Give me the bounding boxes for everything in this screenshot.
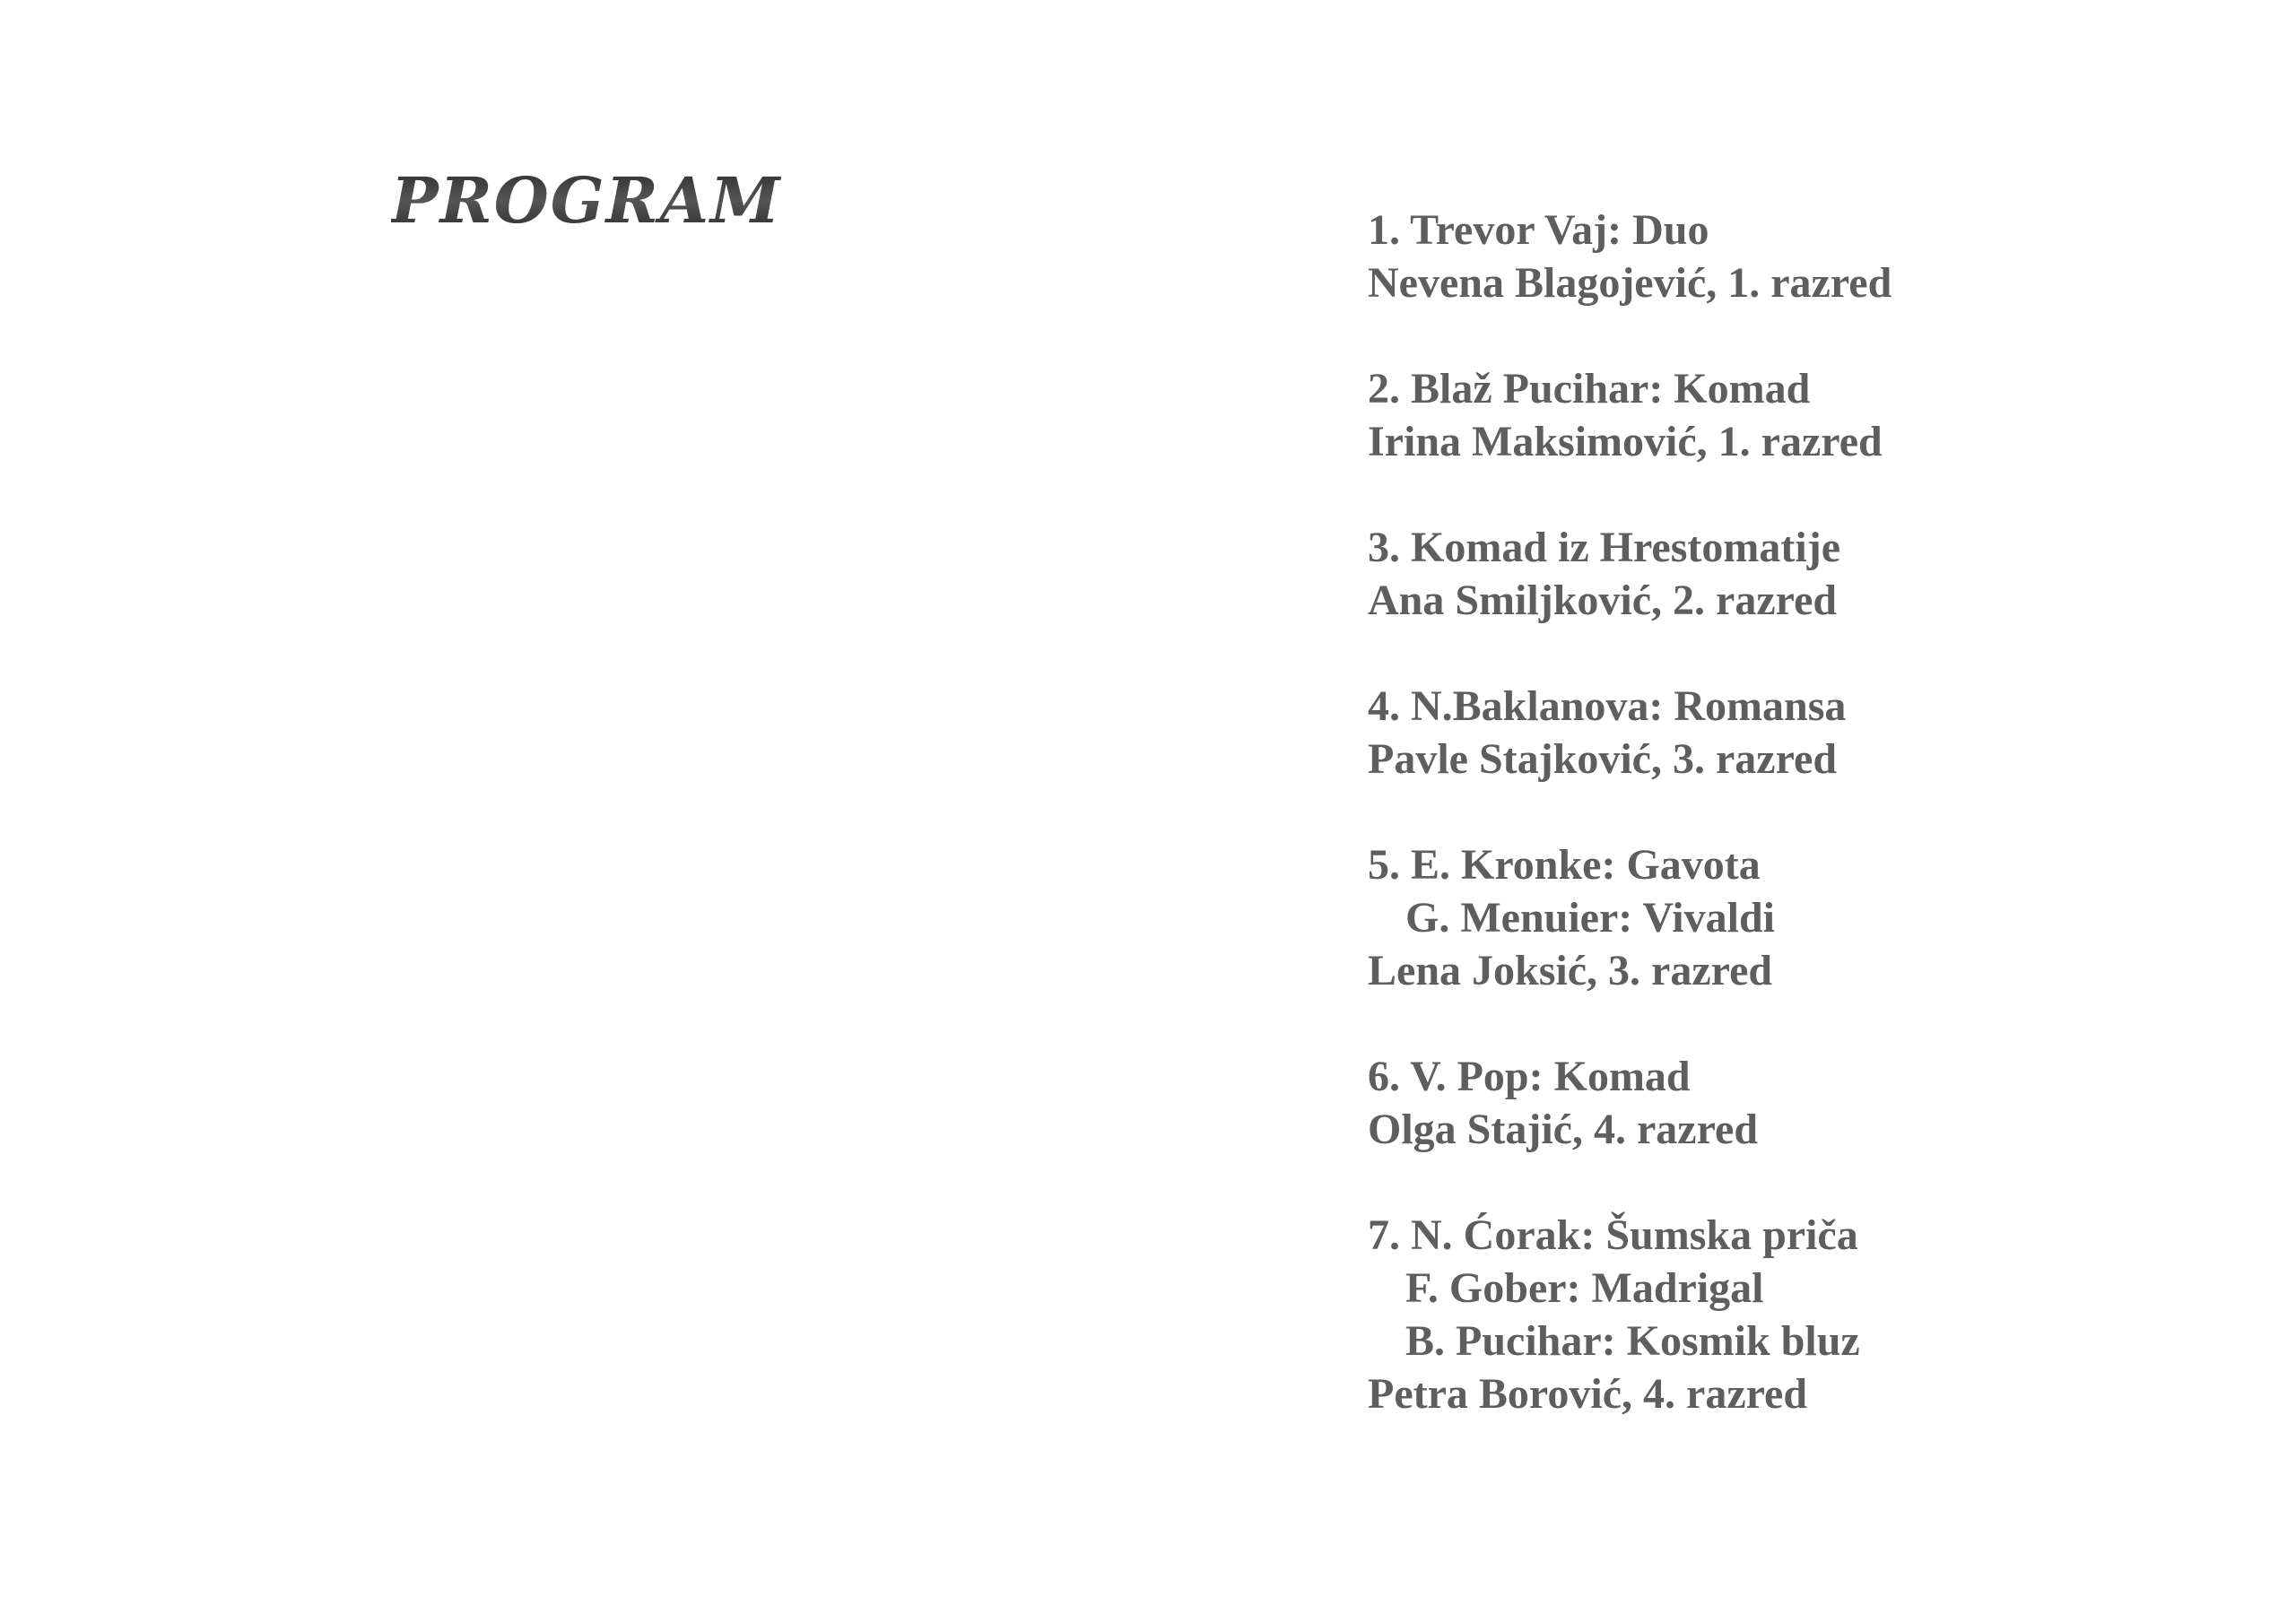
performer: Lena Joksić, 3. razred: [1368, 947, 1773, 994]
piece-title: 7. N. Ćorak: Šumska priča: [1368, 1211, 1858, 1259]
program-item: [1368, 362, 1892, 468]
performer: Petra Borović, 4. razred: [1368, 1370, 1808, 1418]
piece-title: 2. Blaž Pucihar: Komad: [1368, 365, 1811, 412]
performer: Nevena Blagojević, 1. razred: [1368, 259, 1892, 307]
program-item: [1368, 204, 1892, 309]
piece-title-extra: F. Gober: Madrigal: [1405, 1264, 1764, 1312]
performer: Ana Smiljković, 2. razred: [1368, 577, 1838, 624]
performer: Irina Maksimović, 1. razred: [1368, 418, 1883, 465]
piece-title: 6. V. Pop: Komad: [1368, 1053, 1691, 1100]
program-item: [1368, 1050, 1892, 1156]
piece-title: 1. Trevor Vaj: Duo: [1368, 206, 1709, 254]
program-item: [1368, 1209, 1892, 1420]
program-item: [1368, 680, 1892, 785]
page-title: PROGRAM: [391, 163, 782, 238]
performer: Olga Stajić, 4. razred: [1368, 1106, 1759, 1153]
piece-title: 3. Komad iz Hrestomatije: [1368, 524, 1840, 571]
program-item: [1368, 521, 1892, 627]
piece-title: 5. E. Kronke: Gavota: [1368, 841, 1761, 889]
piece-title: 4. N.Baklanova: Romansa: [1368, 682, 1847, 730]
program-list: [1368, 204, 1892, 1473]
piece-title-extra: G. Menuier: Vivaldi: [1405, 894, 1775, 942]
piece-title-extra: B. Pucihar: Kosmik bluz: [1405, 1317, 1860, 1365]
program-item: [1368, 838, 1892, 997]
performer: Pavle Stajković, 3. razred: [1368, 735, 1838, 783]
